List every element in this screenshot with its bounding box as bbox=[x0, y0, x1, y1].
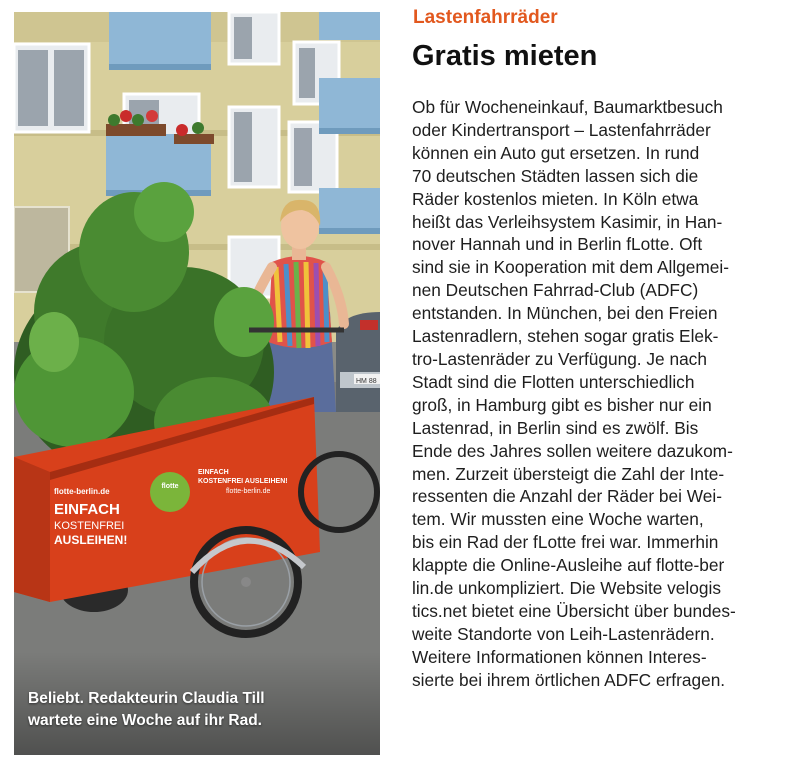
photo-caption bbox=[28, 688, 368, 732]
caption-line: Beliebt. Redakteurin Claudia Till bbox=[28, 690, 265, 707]
svg-text:KOSTENFREI: KOSTENFREI bbox=[54, 520, 125, 532]
body-line: sierte bei ihrem örtlichen ADFC erfragen. bbox=[412, 669, 726, 690]
article-photo bbox=[14, 12, 380, 755]
body-line: tro-Lastenräder zu Verfügung. Je nach bbox=[412, 348, 707, 369]
body-line: Stadt sind die Flotten unterschiedlich bbox=[412, 371, 695, 392]
svg-text:KOSTENFREI AUSLEIHEN!: KOSTENFREI AUSLEIHEN! bbox=[198, 478, 288, 485]
caption-line: wartete eine Woche auf ihr Rad. bbox=[28, 712, 262, 729]
body-line: Ob für Wocheneinkauf, Baumarktbesuch bbox=[412, 97, 723, 117]
body-line: nover Hannah und in Berlin fLotte. Oft bbox=[412, 234, 703, 255]
article-headline: Gratis mieten bbox=[412, 40, 598, 72]
photo-illustration bbox=[14, 12, 380, 755]
body-line: können ein Auto gut ersetzen. In rund bbox=[412, 142, 700, 163]
svg-text:EINFACH: EINFACH bbox=[198, 469, 229, 476]
body-line: 70 deutschen Städten lassen sich die bbox=[412, 165, 699, 186]
body-line: sind sie in Kooperation mit dem Allgemei- bbox=[412, 257, 729, 278]
svg-text:HM 88: HM 88 bbox=[356, 378, 377, 385]
svg-text:flotte-berlin.de: flotte-berlin.de bbox=[54, 487, 110, 496]
body-line: entstanden. In München, bei den Freien bbox=[412, 303, 718, 324]
body-line: heißt das Verleihsystem Kasimir, in Han- bbox=[412, 211, 723, 232]
body-line: weite Standorte von Leih-Lastenrädern. bbox=[412, 623, 715, 644]
svg-text:flotte: flotte bbox=[161, 483, 179, 490]
article-body bbox=[412, 96, 792, 692]
body-line: Weitere Informationen können Interes- bbox=[412, 646, 707, 667]
svg-text:EINFACH: EINFACH bbox=[54, 501, 120, 518]
body-line: ressenten die Anzahl der Räder bei Wei- bbox=[412, 486, 722, 507]
body-line: tem. Wir mussten eine Woche warten, bbox=[412, 509, 704, 530]
body-line: nen Deutschen Fahrrad-Club (ADFC) bbox=[412, 280, 699, 301]
article-kicker: Lastenfahrräder bbox=[413, 7, 558, 28]
body-line: klappte die Online-Ausleihe auf flotte-ber bbox=[412, 555, 725, 576]
body-line: tics.net bietet eine Übersicht über bundes- bbox=[412, 600, 736, 621]
body-line: oder Kindertransport – Lastenfahrräder bbox=[412, 119, 711, 140]
svg-text:flotte-berlin.de: flotte-berlin.de bbox=[226, 488, 271, 495]
body-line: groß, in Hamburg gibt es bisher nur ein bbox=[412, 394, 712, 415]
svg-text:AUSLEIHEN!: AUSLEIHEN! bbox=[54, 533, 128, 547]
body-line: Lastenradlern, stehen sogar gratis Elek- bbox=[412, 326, 719, 347]
body-line: Ende des Jahres sollen weitere dazukom- bbox=[412, 440, 733, 461]
body-line: Lastenrad, in Berlin sind es zwölf. Bis bbox=[412, 417, 699, 438]
body-line: lin.de unkompliziert. Die Website velogis bbox=[412, 578, 721, 599]
body-line: men. Zurzeit übersteigt die Zahl der Inte- bbox=[412, 463, 725, 484]
body-line: Räder kostenlos mieten. In Köln etwa bbox=[412, 188, 699, 209]
body-line: bis ein Rad der fLotte frei war. Immerhin bbox=[412, 532, 719, 553]
